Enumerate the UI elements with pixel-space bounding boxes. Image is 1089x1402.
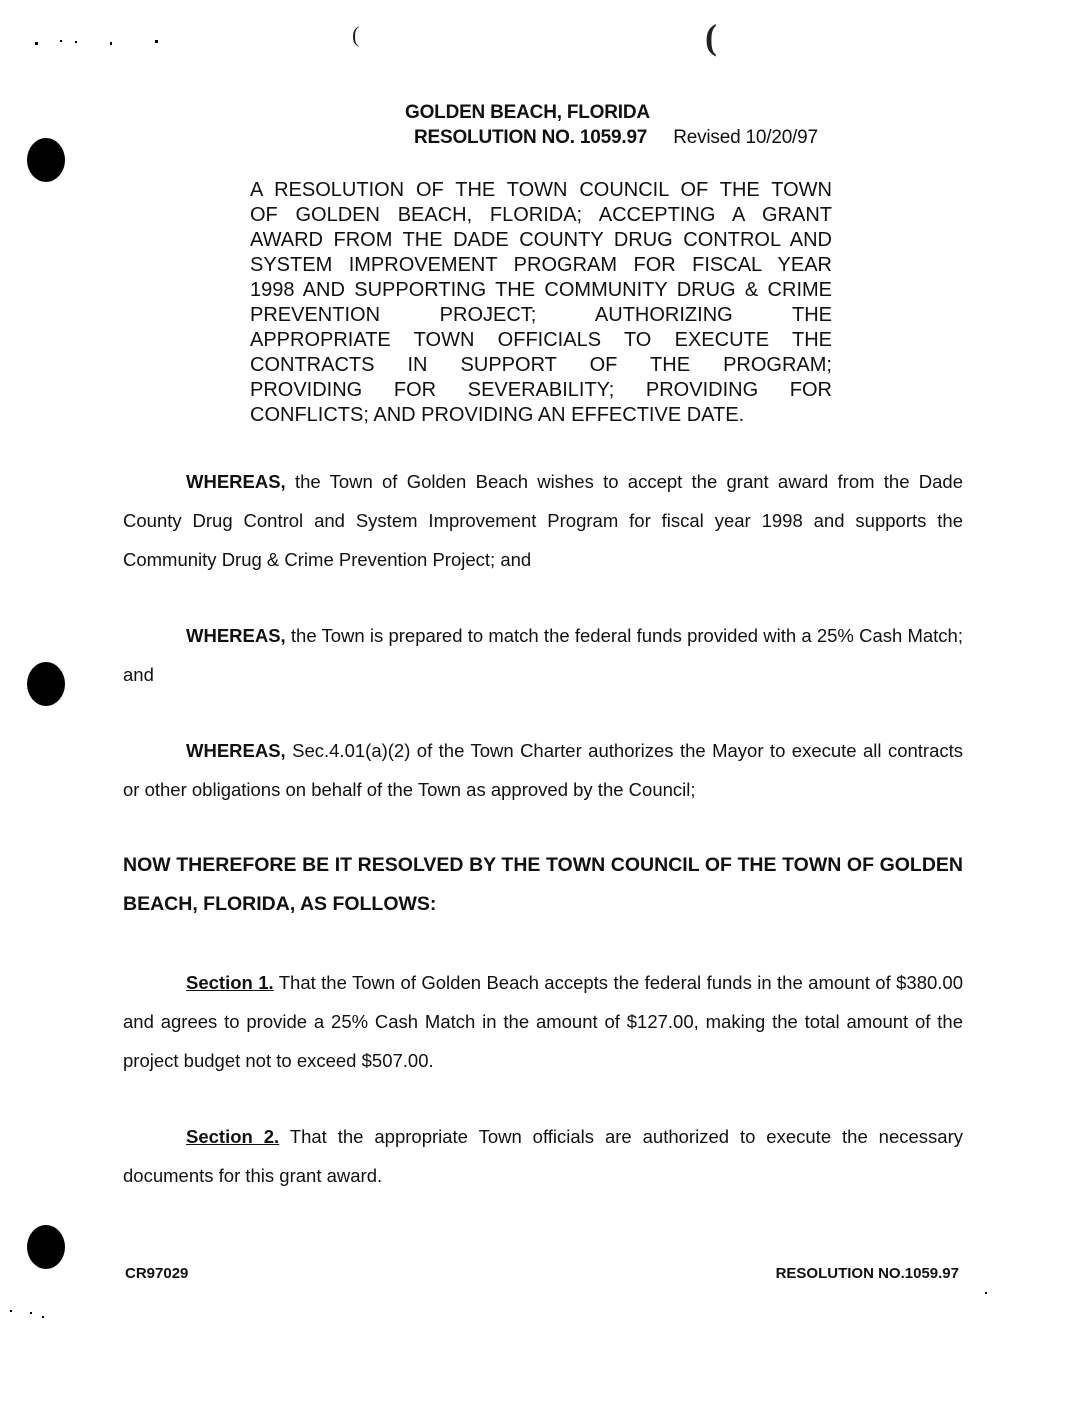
whereas-lead: WHEREAS, — [186, 625, 286, 646]
title-line: AWARD FROM THE DADE COUNTY DRUG CONTROL AND — [250, 229, 832, 251]
whereas-text: the Town is prepared to match the federal funds provided with a 25% Cash Match; and — [123, 625, 963, 685]
header-resolution — [414, 127, 818, 149]
title-line: A RESOLUTION OF THE TOWN COUNCIL OF THE TOWN — [250, 179, 832, 201]
section-text: That the appropriate Town officials are authorized to execute the necessary documents for this grant award. — [123, 1126, 963, 1186]
title-line: OF GOLDEN BEACH, FLORIDA; ACCEPTING A GRANT — [250, 204, 832, 226]
section-text: That the Town of Golden Beach accepts the federal funds in the amount of $380.00 and agrees to provide a 25% Cash Match in the amount of $127.00, making the total amount of the project budget not to exceed $507.00. — [123, 972, 963, 1071]
title-line: APPROPRIATE TOWN OFFICIALS TO EXECUTE THE — [250, 329, 832, 351]
scan-mark-left: ( — [352, 22, 360, 47]
punch-hole-middle — [27, 662, 65, 706]
section-label: Section 2. — [186, 1126, 280, 1147]
scan-speck — [155, 40, 158, 43]
resolution-title — [250, 178, 832, 428]
footer-code: CR97029 — [125, 1265, 189, 1282]
section-label: Section 1. — [186, 972, 274, 993]
whereas-paragraph-2 — [123, 616, 963, 694]
title-line: 1998 AND SUPPORTING THE COMMUNITY DRUG & CRIME — [250, 279, 832, 301]
whereas-text: the Town of Golden Beach wishes to accept the grant award from the Dade County Drug Control and System Improvement Program for fiscal year 1998 and supports the Community Drug & Crime Prevention Project; and — [123, 471, 963, 570]
resolved-clause: NOW THEREFORE BE IT RESOLVED BY THE TOWN COUNCIL OF THE TOWN OF GOLDEN BEACH, FLORIDA, AS FOLLOWS: — [123, 854, 963, 915]
title-line: PROVIDING FOR SEVERABILITY; PROVIDING FOR — [250, 379, 832, 401]
punch-hole-bottom — [27, 1225, 65, 1269]
title-line: CONTRACTS IN SUPPORT OF THE PROGRAM; — [250, 354, 832, 376]
whereas-paragraph-3 — [123, 731, 963, 809]
revised-date: Revised 10/20/97 — [673, 127, 818, 148]
scan-speck — [35, 42, 38, 45]
title-line: CONFLICTS; AND PROVIDING AN EFFECTIVE DATE. — [250, 404, 745, 426]
section-1 — [123, 963, 963, 1080]
scan-speck — [985, 1292, 987, 1294]
scan-speck — [75, 41, 77, 43]
title-line: SYSTEM IMPROVEMENT PROGRAM FOR FISCAL YEAR — [250, 254, 832, 276]
header-town: GOLDEN BEACH, FLORIDA — [405, 102, 650, 123]
whereas-paragraph-1 — [123, 462, 963, 579]
scan-mark-right: ( — [705, 17, 717, 57]
whereas-lead: WHEREAS, — [186, 471, 286, 492]
footer-resolution: RESOLUTION NO.1059.97 — [775, 1265, 959, 1282]
whereas-text: Sec.4.01(a)(2) of the Town Charter authorizes the Mayor to execute all contracts or other obligations on behalf of the Town as approved by the Council; — [123, 740, 963, 800]
scan-speck — [60, 40, 62, 42]
scan-speck — [42, 1316, 44, 1318]
resolution-number: RESOLUTION NO. 1059.97 — [414, 127, 648, 148]
scan-speck — [110, 42, 112, 45]
section-2 — [123, 1117, 963, 1195]
scan-speck — [30, 1312, 32, 1314]
whereas-lead: WHEREAS, — [186, 740, 286, 761]
scan-speck — [10, 1310, 12, 1312]
title-line: PREVENTION PROJECT; AUTHORIZING THE — [250, 304, 832, 326]
punch-hole-top — [27, 138, 65, 182]
